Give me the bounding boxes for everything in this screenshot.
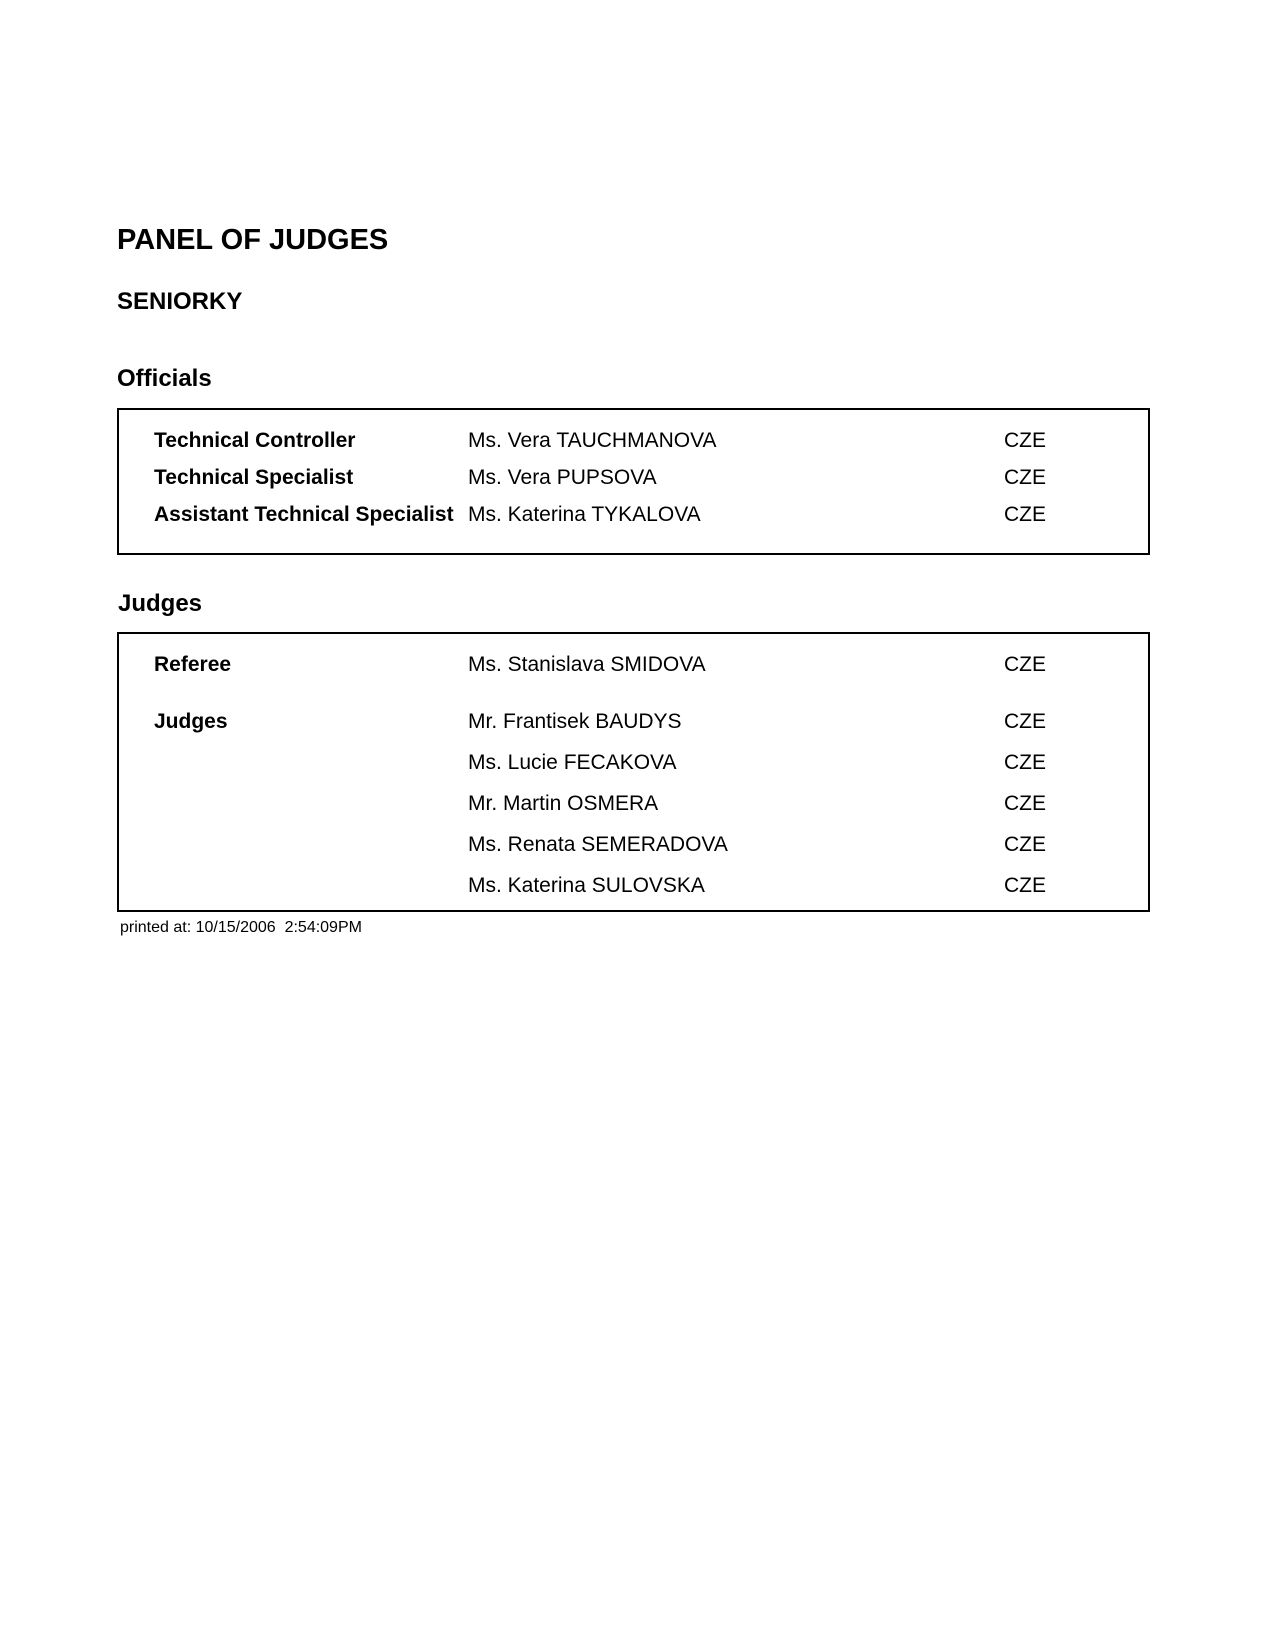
judge-name: Mr. Martin OSMERA [468,792,659,815]
official-nation: CZE [1004,466,1046,489]
official-name: Ms. Vera PUPSOVA [468,466,657,489]
printed-timestamp: printed at: 10/15/2006 2:54:09PM [120,919,362,936]
referee-name: Ms. Stanislava SMIDOVA [468,653,706,676]
category-title: SENIORKY [117,288,243,315]
judge-nation: CZE [1004,710,1046,733]
judge-nation: CZE [1004,751,1046,774]
officials-heading: Officials [117,365,212,392]
judge-nation: CZE [1004,792,1046,815]
official-name: Ms. Katerina TYKALOVA [468,503,701,526]
official-role: Technical Controller [154,429,356,452]
judge-nation: CZE [1004,833,1046,856]
judges-heading: Judges [118,590,203,617]
referee-nation: CZE [1004,653,1046,676]
judge-name: Ms. Renata SEMERADOVA [468,833,728,856]
referee-role: Referee [154,653,232,676]
judge-name: Ms. Lucie FECAKOVA [468,751,677,774]
officials-panel [117,408,1150,555]
judges-role: Judges [154,710,228,733]
official-name: Ms. Vera TAUCHMANOVA [468,429,717,452]
official-role: Technical Specialist [154,466,354,489]
judges-panel [117,632,1150,912]
official-nation: CZE [1004,429,1046,452]
judge-nation: CZE [1004,874,1046,897]
judge-name: Ms. Katerina SULOVSKA [468,874,705,897]
page-title: PANEL OF JUDGES [117,224,389,256]
judge-name: Mr. Frantisek BAUDYS [468,710,682,733]
official-nation: CZE [1004,503,1046,526]
official-role: Assistant Technical Specialist [154,503,454,526]
